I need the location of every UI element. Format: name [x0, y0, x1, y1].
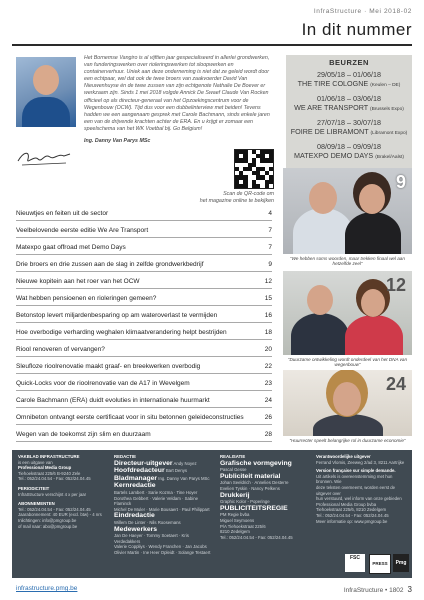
photo-caption: “We hebben soms woorden, maar trekken finaal wel aan hetzelfde zeel” — [290, 256, 405, 266]
photo-couple — [283, 168, 412, 254]
toc-item[interactable]: Quick-Locks voor de rioolrenovatie van de A17 in Wevelgem 23 — [16, 373, 272, 391]
page-number-badge: 12 — [385, 275, 406, 295]
magazine-name: InfraStructure — [313, 8, 362, 15]
toc-item[interactable]: Veelbelovende eerste editie We Are Transport 7 — [16, 220, 272, 238]
issue-line: InfraStructure · Mei 2018-02 — [313, 8, 412, 15]
toc-item[interactable]: Nieuwtjes en feiten uit de sector 4 — [16, 203, 272, 221]
toc-item[interactable]: Sleufloze rioolrenovatie maakt graaf- en breekwerken overbodig 22 — [16, 356, 272, 374]
colophon-publisher: VAKBLAD INFRASTRUCTURE is een uitgave van Professional Media Group Tiehoekstraat 225/6 B-9240 Zele Tel.: 052/24.04.54 - Fax: 052/24.04.45 PERIODICITEIT InfraStructure verschijnt 4 x per jaar ABONNEMENTEN Tel.: 052/24.04.54 - Fax: 052/24.04.45 Jaarabonnement: 40 EUR (excl. btw) - 4 nrs Inlichtingen: info@pmgroup.be of mail naar: abo@pmgroup.be — [18, 454, 102, 529]
page-number-badge: 9 — [395, 172, 406, 192]
handwritten-signature — [16, 147, 72, 169]
signature-name: Ing. Danny Van Parys MSc — [84, 138, 151, 144]
page-number-badge: 24 — [385, 374, 406, 394]
issue-date: Mei 2018-02 — [369, 8, 412, 15]
qr-caption: Scan de QR-code om het magazine online te bekijken — [199, 191, 274, 204]
beurs-item: 27/07/18 – 30/07/18 FOIRE DE LIBRAMONT (Libramont Expo) — [290, 118, 408, 136]
toc-item[interactable]: Wegen van de toekomst zijn slim en duurzaam 28 — [16, 424, 272, 442]
qr-code[interactable] — [234, 149, 274, 189]
toc-item[interactable]: Drie broers en drie zussen aan de slag in zelfde grondwerkbedrijf 9 — [16, 254, 272, 272]
toc-item[interactable]: Hoe overbodige verharding weghalen klimaatverandering helpt bestrijden 18 — [16, 322, 272, 340]
beurs-item: 29/05/18 – 01/06/18 THE TIRE COLOGNE (Keulen – DE) — [297, 70, 401, 88]
toc-item[interactable]: Nieuwe kopitein aan het roer van het OCW 12 — [16, 271, 272, 289]
website-link[interactable]: infrastructure.pmg.be — [16, 585, 78, 592]
page-title: In dit nummer — [301, 20, 412, 39]
colophon-redactie: REDACTIE Directeur-uitgever Andy Noyez Hoofdredacteur Bart Denys Bladmanager Ing. Danny Van Parys MSc Kernredactie Bartels Lambert · Sarie Kozma · Tine Hoyer Dorothea Gebbert · Valerie Veldam · Sabine Flaminck Michel De Muler · Marie Bousaert · Paul Philippart Eindredactie Willem De Linter · Nils Roosemans Medewerkers Jan De Haeyer · Tommy Soetaert · Kris Verdedakkers Valerie Coppliys · Wendy Franchen · Jan Jacobs Olivier Martin · Ine Heer Opleidt · Solange Testaert — [114, 454, 211, 555]
colophon — [12, 450, 412, 578]
toc-item[interactable]: Riool renoveren of vervangen? 20 — [16, 339, 272, 357]
page-number: 3 — [407, 585, 412, 594]
colophon-realisatie: REALISATIE Grafische vormgeving Pascal Gesse Publiciteit material Johan Seeldrich · Annelies Desterre Evelien Tyskin · Nancy Pelkens Drukkerij Graphic Kolor - Poperinge PUBLICITEITSREGIE PM Regie bvba Miguel Seymoens P/A Tiehoekstraat 225/6 8210 Zedelgem Tel.: 052/24.04.54 - Fax: 052/24.04.45 — [220, 454, 293, 540]
colophon-uitgever: Verantwoordelijke uitgever Ferrand Vlomis, Zeeweg 2/ad 3, 8211 Aartrijke Version française sur simple demande. Uit artikels is overeenstemming met hun bronnen. Wie deze teksten overneemt, worden eerst de uitgever over hun verstuurd, wel inform van onze gebieden Professional Media Group bvba Tiehoekstraat 225/6, 8210 Zedelgem Tel.: 052/24.04.54 - Fax: 052/24.04.45 Meer informatie op: www.pmgroup.be — [316, 454, 405, 524]
toc-item[interactable]: Wat hebben pensioenen en rioleringen gemeen? 15 — [16, 288, 272, 306]
toc-item[interactable]: Carole Bachmann (ERA) duidt evoluties in internationale huurmarkt 24 — [16, 390, 272, 408]
photo-carole-bachmann — [283, 370, 412, 436]
title-rule — [12, 44, 412, 46]
press-logo: PRESS — [369, 554, 391, 574]
fsc-logo: FSC — [345, 554, 365, 572]
beurzen-title: BEURZEN — [329, 58, 369, 67]
pmg-logo: Pmg — [393, 554, 409, 572]
intro-text: Het Bornemse Vangiro is al vijftien jaar gespecialiseerd in allerlei grondwerken, van funderingswerken over rioleringswerken tot sloopwerken en containerverhuur. Uniek aan deze onderneming is niet dat ze geleid wordt door een echtpaar, wel dat ook de twee broers van zaakvoerder David Van Nieuwenhuyse én de twee zussen van zijn echtgenote Nathalie De Boever er werkzaam zijn. Sinds 1 mei 2018 volgde Annick De Swaef Claude Van Rocken officieel op als directeur-generaal van het Opzoekingscentrum voor de Wegenbouw (OCW). Tijd dus voor een dubbelinterview met beiden! Tevens hadden we een aangenaam gesprek met Carole Bachmann, sinds enkele jaren een van de drijvende krachten achter de ERA. En u krijgt er zomaar een speelschema van het WK Voetbal bij. Go Belgium! — [84, 55, 270, 132]
photo-caption: “Huurrecter speelt belangrijke rol in duurzame economie” — [289, 438, 406, 443]
photo-caption: “Duurzame ontwikkeling wordt onderdeel van het DNA van wegenbouw” — [287, 357, 408, 367]
page-footer: InfraStructure • 1802 3 — [343, 585, 412, 594]
editor-photo — [16, 57, 76, 127]
toc-item[interactable]: Betonstop levert miljardenbesparing op am wateroverlast te vermijden 16 — [16, 305, 272, 323]
beurs-item: 01/06/18 – 03/06/18 WE ARE TRANSPORT (Brussels Expo) — [294, 94, 404, 112]
beurs-item: 08/09/18 – 09/09/18 MATEXPO DEMO DAYS (Brakel/Aalst) — [293, 142, 404, 160]
toc-item[interactable]: Matexpo gaat offroad met Demo Days 7 — [16, 237, 272, 255]
toc-item[interactable]: Omnibeton ontvangt eerste certificaat voor in situ betonnen geleideconstructies 26 — [16, 407, 272, 425]
photo-ocw-directors — [283, 271, 412, 355]
